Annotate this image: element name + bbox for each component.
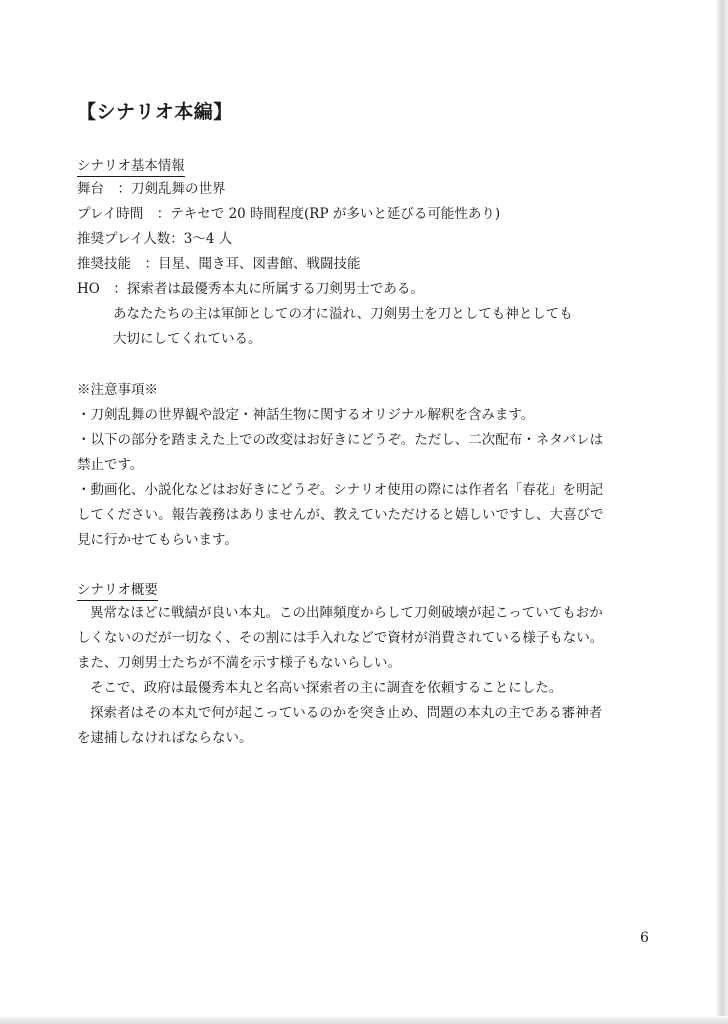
spacer: [77, 352, 649, 378]
overview-line: そこで、政府は最優秀本丸と名高い探索者の主に調査を依頼することにした。: [90, 680, 563, 696]
ho-continuation-line: あなたたちの主は軍師としての才に溢れ、刀剣男士を刀としても神としても: [113, 306, 573, 322]
ho-line: HO ：探索者は最優秀本丸に所属する刀剣男士である。: [77, 281, 424, 297]
overview-title: シナリオ概要: [77, 581, 158, 601]
notes-line: ・動画化、小説化などはお好きにどうぞ。シナリオ使用の際には作者名「春花」を明記: [77, 482, 604, 498]
play-time-line: プレイ時間 ：テキセで 20 時間程度(RP が多いと延びる可能性あり): [77, 206, 501, 222]
notes-line: 禁止です。: [77, 457, 144, 473]
page-number: 6: [640, 930, 649, 946]
overview-line: 異常なほどに戦績が良い本丸。この出陣頻度からして刀剣破壊が起こっていてもおか: [90, 605, 603, 621]
notes-section: [77, 378, 649, 553]
basic-info-section: [77, 155, 649, 352]
ho-continuation-line: 大切にしてくれている。: [113, 331, 262, 347]
basic-info-title: シナリオ基本情報: [77, 157, 185, 177]
notes-line: ・刀剣乱舞の世界観や設定・神話生物に関するオリジナル解釈を含みます。: [77, 407, 535, 423]
notes-line: してください。報告義務はありませんが、教えていただけると嬉しいですし、大喜びで: [77, 507, 604, 523]
overview-line: また、刀剣男士たちが不満を示す様子もないらしい。: [77, 655, 401, 671]
page-edge-shadow-right: [716, 0, 728, 1024]
recommended-skills-line: 推奨技能 ：目星、聞き耳、図書館、戦闘技能: [77, 256, 361, 272]
overview-line: しくないのだが一切なく、その割には手入れなどで資材が消費されている様子もない。: [77, 630, 604, 646]
overview-section: [77, 579, 649, 751]
notes-title: ※注意事項※: [77, 382, 158, 398]
overview-line: 探索者はその本丸で何が起こっているのかを突き止め、問題の本丸の主である審神者: [90, 705, 603, 721]
notes-line: ・以下の部分を踏まえた上での改変はお好きにどうぞ。ただし、二次配布・ネタバレは: [77, 432, 604, 448]
player-count-line: 推奨プレイ人数：3～4 人: [77, 231, 233, 247]
stage-line: 舞台 ：刀剣乱舞の世界: [77, 181, 226, 197]
notes-line: 見に行かせてもらいます。: [77, 532, 238, 548]
overview-line: を逮捕しなければならない。: [77, 730, 253, 746]
page-edge-shadow-bottom: [0, 1016, 728, 1024]
page-heading: 【シナリオ本編】: [77, 101, 233, 123]
document-body: [77, 98, 649, 751]
spacer: [77, 553, 649, 579]
